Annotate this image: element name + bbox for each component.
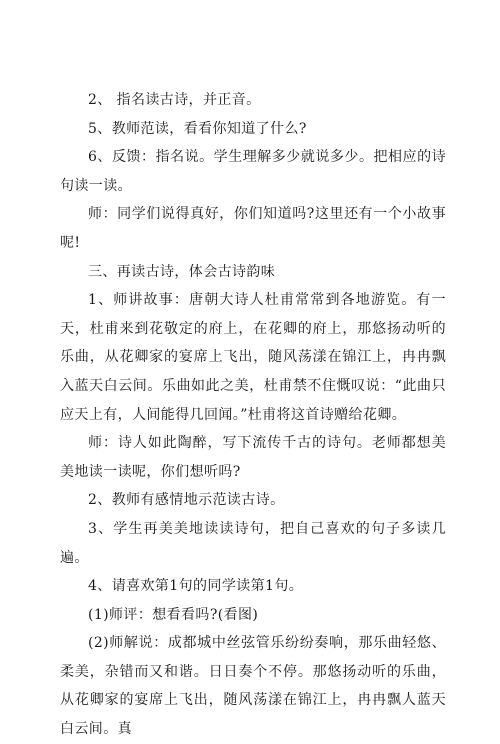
document-body [60,86,446,744]
paragraph-story: 1、师讲故事：唐朝大诗人杜甫常常到各地游览。有一天，杜甫来到花敬定的府上，在花卿的府上，那悠扬动听的乐曲，从花卿家的宴席上飞出，随风荡漾在锦江上，冉冉飘入蓝天白云间。乐曲如此之美，杜甫禁不住慨叹说：“此曲只应天上有，人间能得几回闻。”杜甫将这首诗赠给花卿。 [60,292,446,423]
paragraph-step-2: 2、 指名读古诗，并正音。 [88,92,261,108]
paragraph-teacher-remark: 师：诗人如此陶醉，写下流传千古的诗句。老师都想美美地读一读呢，你们想听吗? [60,435,446,480]
section-heading-3: 三、再读古诗，体会古诗韵味 [88,263,276,280]
paragraph-line-1-reading: 4、请喜欢第1句的同学读第1句。 [88,578,304,595]
paragraph-model-reading: 2、教师有感情地示范读古诗。 [88,492,285,509]
paragraph-teacher-comment: (1)师评：想看看吗?(看图) [88,606,259,623]
paragraph-student-reading: 3、学生再美美地读读诗句，把自己喜欢的句子多读几遍。 [60,520,446,566]
paragraph-teacher-transition: 师：同学们说得真好，你们知道吗?这里还有一个小故事呢! [60,206,446,251]
paragraph-step-5: 5、教师范读，看看你知道了什么? [88,120,307,137]
paragraph-teacher-explanation: (2)师解说：成都城中丝弦管乐纷纷奏响，那乐曲轻悠、柔美，杂错而又和谐。日日奏个不停。那悠扬动听的乐曲，从花卿家的宴席上飞出，随风荡漾在锦江上，冉冉飘人蓝天白云间。真 [60,635,446,738]
paragraph-step-6: 6、反馈：指名说。学生理解多少就说多少。把相应的诗句读一读。 [60,149,446,194]
